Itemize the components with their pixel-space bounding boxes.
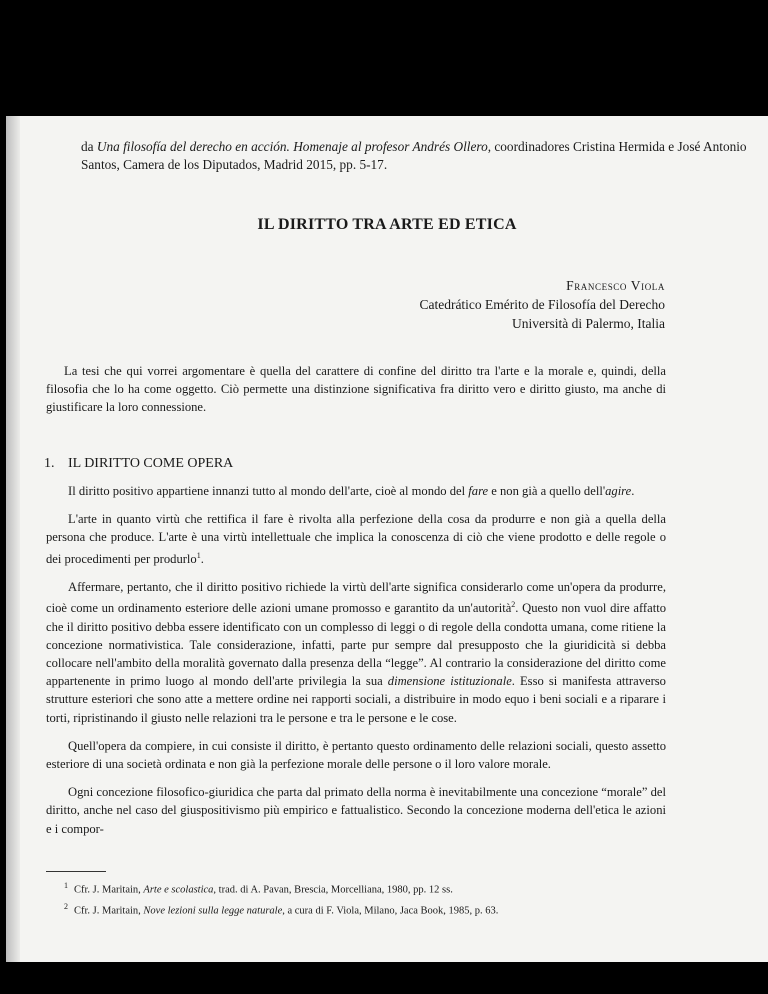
- section-title: IL DIRITTO COME OPERA: [68, 456, 234, 471]
- paragraph-2: [46, 510, 666, 568]
- document-page: [6, 116, 768, 962]
- paragraph-1-text-b: e non già a quello dell': [488, 484, 606, 498]
- footnote-1-details: , trad. di A. Pavan, Brescia, Morcelliana, 1980, pp. 12 ss.: [213, 884, 453, 896]
- paragraph-3-text-a: Affermare, pertanto, che il diritto positivo richiede la virtù dell'arte significa considerarlo come un'opera da produrre, cioè come un ordinamento esteriore delle azioni umane promosso e garantito da un'autorità: [46, 580, 666, 616]
- emphasis-dimensione-istituzionale: dimensione istituzionale: [387, 674, 512, 689]
- footnote-2-title: Nove lezioni sulla legge naturale: [143, 905, 283, 916]
- footnote-2-details: , a cura di F. Viola, Milano, Jaca Book, 1985, p. 63.: [282, 905, 499, 916]
- paragraph-3: [46, 578, 666, 727]
- paragraph-1: [46, 482, 666, 500]
- paragraph-2-text-a: L'arte in quanto virtù che rettifica il fare è rivolta alla perfezione della cosa da produrre e non già a quella della persona che produce. L'arte è una virtù intellettuale che implica la conoscenza di ciò che viene prodotto e delle regole o dei procedimenti per produrlo: [46, 512, 666, 566]
- footnote-1-number: 1: [64, 881, 68, 890]
- footnote-2-prefix: Cfr. J. Maritain,: [74, 905, 144, 916]
- scan-shadow-edge: [6, 116, 20, 962]
- paragraph-1-text-a: Il diritto positivo appartiene innanzi tutto al mondo dell'arte, cioè al mondo del: [68, 484, 469, 498]
- article-title: IL DIRITTO TRA ARTE ED ETICA: [257, 216, 517, 233]
- paragraph-3-text-b: . Questo non vuol dire affatto che il diritto positivo debba essere identificato con un complesso di leggi o di regole della condotta umana, come ritiene la concezione normativistica. Tale considerazione, infatti, parte pur sempre dal presupposto che la giuridicità si debba collocare nell'ambito della moralità governato dalla presenza della “legge”. Al contrario la considerazione del diritto come appartenente in primo luogo al mondo dell'arte privilegia la sua: [46, 601, 666, 689]
- paragraph-4: Quell'opera da compiere, in cui consiste il diritto, è pertanto questo ordinamento delle relazioni sociali, questo assetto esteriore di una società ordinata e non già la perfezione morale delle persone o il loro valore morale.: [46, 738, 666, 772]
- section-number: 1.: [44, 456, 55, 471]
- emphasis-agire: agire: [605, 484, 632, 498]
- source-book-title: Una filosofía del derecho en acción. Homenaje al profesor Andrés Ollero: [96, 139, 488, 154]
- footnote-1-prefix: Cfr. J. Maritain,: [74, 884, 144, 896]
- source-note-details: , coordinadores Cristina Hermida e José Antonio Santos, Camera de los Diputados, Madrid 2015, pp. 5-17.: [81, 139, 747, 172]
- paragraph-1-text-c: .: [631, 484, 635, 498]
- author-position: Catedrático Emérito de Filosofía del Derecho: [419, 297, 665, 312]
- footnote-separator: [46, 871, 106, 872]
- author-block: [419, 276, 665, 333]
- footnote-2: [64, 899, 704, 920]
- body-text: [46, 482, 666, 848]
- section-heading: [44, 456, 233, 472]
- paragraph-3-text-c: . Esso si manifesta attraverso strutture esteriori che sono atte a mettere ordine nei rapporti sociali, a distribuire in modo equo i beni sociali e a riparare i torti, ripristinando il giusto nelle relazioni tra le persone e tra le persone e le cose.: [46, 674, 666, 725]
- author-affiliation: Università di Palermo, Italia: [512, 316, 665, 331]
- emphasis-fare: fare: [468, 484, 489, 498]
- footnote-1: [64, 878, 704, 899]
- source-note-prefix: da: [81, 139, 97, 154]
- footnote-ref-2: 2: [511, 600, 516, 610]
- paragraph-5: Ogni concezione filosofico-giuridica che parta dal primato della norma è inevitabilmente una concezione “morale” del diritto, anche nel caso del giuspositivismo più empirico e fattualistico. Secondo la concezione moderna dell'etica le azioni e i compor-: [46, 785, 666, 836]
- footnotes: [64, 878, 704, 919]
- footnote-2-number: 2: [64, 901, 68, 911]
- author-name: Francesco Viola: [566, 278, 665, 293]
- footnote-1-title: Arte e scolastica: [143, 884, 214, 896]
- intro-paragraph: La tesi che qui vorrei argomentare è quella del carattere di confine del diritto tra l'arte e la morale e, quindi, della filosofia che lo ha come oggetto. Ciò permette una distinzione significativa fra diritto vero e diritto giusto, ma anche di giustificare la loro connessione.: [46, 364, 666, 414]
- footnote-ref-1: 1: [196, 550, 201, 560]
- paragraph-2-text-b: .: [200, 551, 204, 566]
- source-note: [81, 138, 761, 174]
